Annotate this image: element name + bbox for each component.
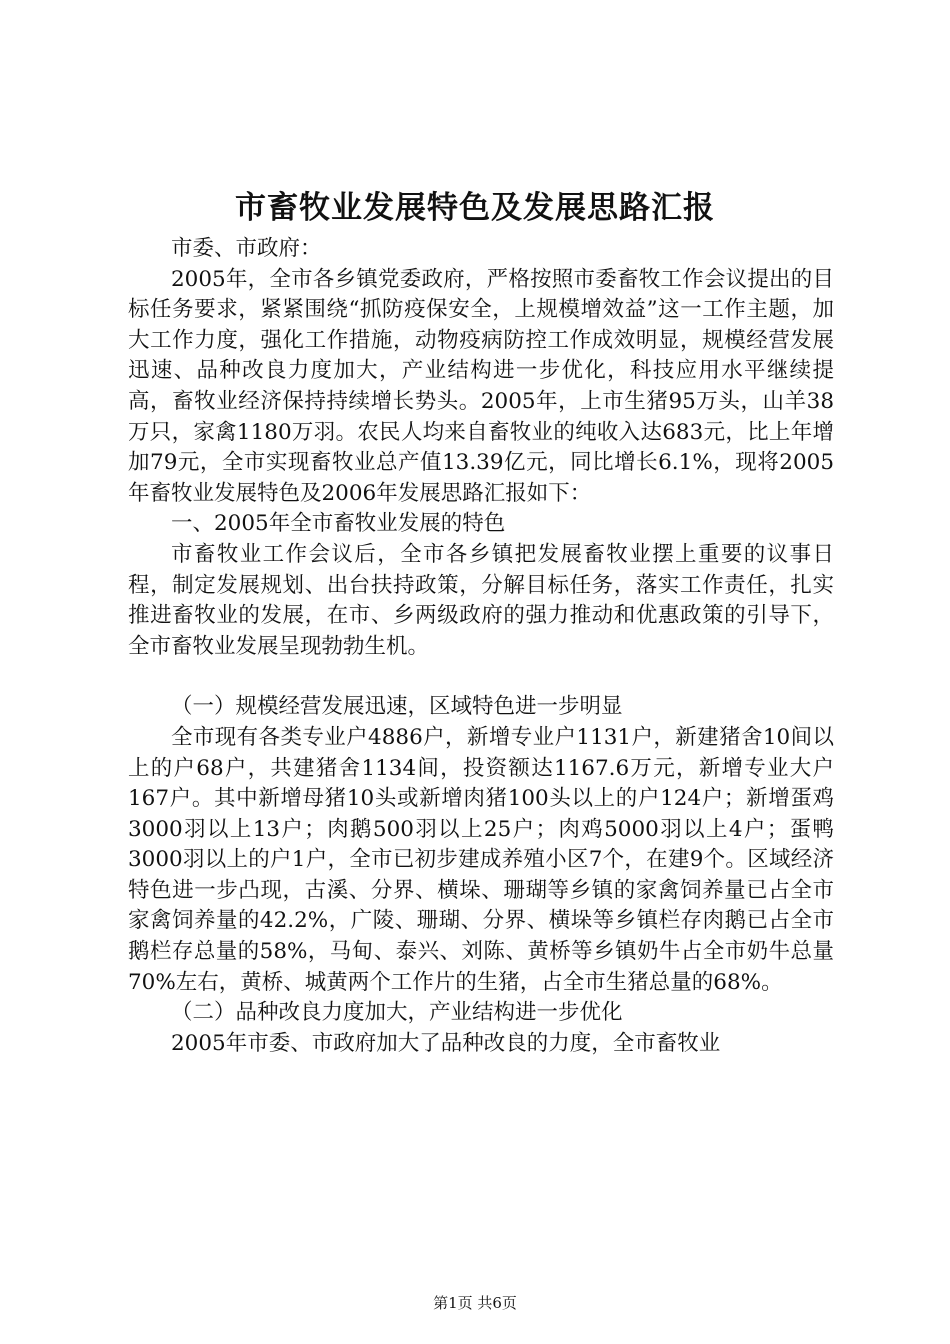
section-heading-1: 一、2005年全市畜牧业发展的特色 bbox=[171, 511, 506, 537]
paragraph-subsection-1: 全市现有各类专业户4886户，新增专业户1131户，新建猪舍10间以上的户68户，共建猪舍1134间，投资额达1167.6万元，新增专业大户167户。其中新增母猪10头或新增肉猪100头以上的户124户；新增蛋鸡3000羽以上13户；肉鹅500羽以上25户；肉鸡5000羽以上4户；蛋鸭3000羽以上的户1户，全市已初步建成养殖小区7个，在建9个。区域经济特色进一步凸现，古溪、分界、横垛、珊瑚等乡镇的家禽饲养量已占全市家禽饲养量的42.2%，广陵、珊瑚、分界、横垛等乡镇栏存肉鹅已占全市鹅栏存总量的58%，马甸、泰兴、刘陈、黄桥等乡镇奶牛占全市奶牛总量70%左右，黄桥、城黄两个工作片的生猪，占全市生猪总量的68%。 bbox=[128, 724, 834, 995]
subsection-heading-1: （一）规模经营发展迅速，区域特色进一步明显 bbox=[171, 694, 623, 720]
page-footer: 第1页 共6页 bbox=[433, 1294, 517, 1312]
paragraph-subsection-2: 2005年市委、市政府加大了品种改良的力度，全市畜牧业 bbox=[171, 1030, 721, 1056]
paragraph-intro: 2005年，全市各乡镇党委政府，严格按照市委畜牧工作会议提出的目标任务要求，紧紧围绕“抓防疫保安全，上规模增效益”这一工作主题，加大工作力度，强化工作措施，动物疫病防控工作成效明显，规模经营发展迅速、品种改良力度加大，产业结构进一步优化，科技应用水平继续提高，畜牧业经济保持持续增长势头。2005年，上市生猪95万头，山羊38万只，家禽1180万羽。农民人均来自畜牧业的纯收入达683元，比上年增加79元，全市实现畜牧业总产值13.39亿元，同比增长6.1%，现将2005年畜牧业发展特色及2006年发展思路汇报如下： bbox=[128, 266, 834, 506]
subsection-heading-2: （二）品种改良力度加大，产业结构进一步优化 bbox=[171, 1000, 623, 1026]
paragraph-section-1: 市畜牧业工作会议后，全市各乡镇把发展畜牧业摆上重要的议事日程，制定发展规划、出台扶持政策，分解目标任务，落实工作责任，扎实推进畜牧业的发展，在市、乡两级政府的强力推动和优惠政策的引导下，全市畜牧业发展呈现勃勃生机。 bbox=[128, 541, 834, 659]
document-body bbox=[128, 234, 834, 1059]
salutation: 市委、市政府： bbox=[171, 236, 322, 261]
document-title: 市畜牧业发展特色及发展思路汇报 bbox=[235, 190, 715, 226]
